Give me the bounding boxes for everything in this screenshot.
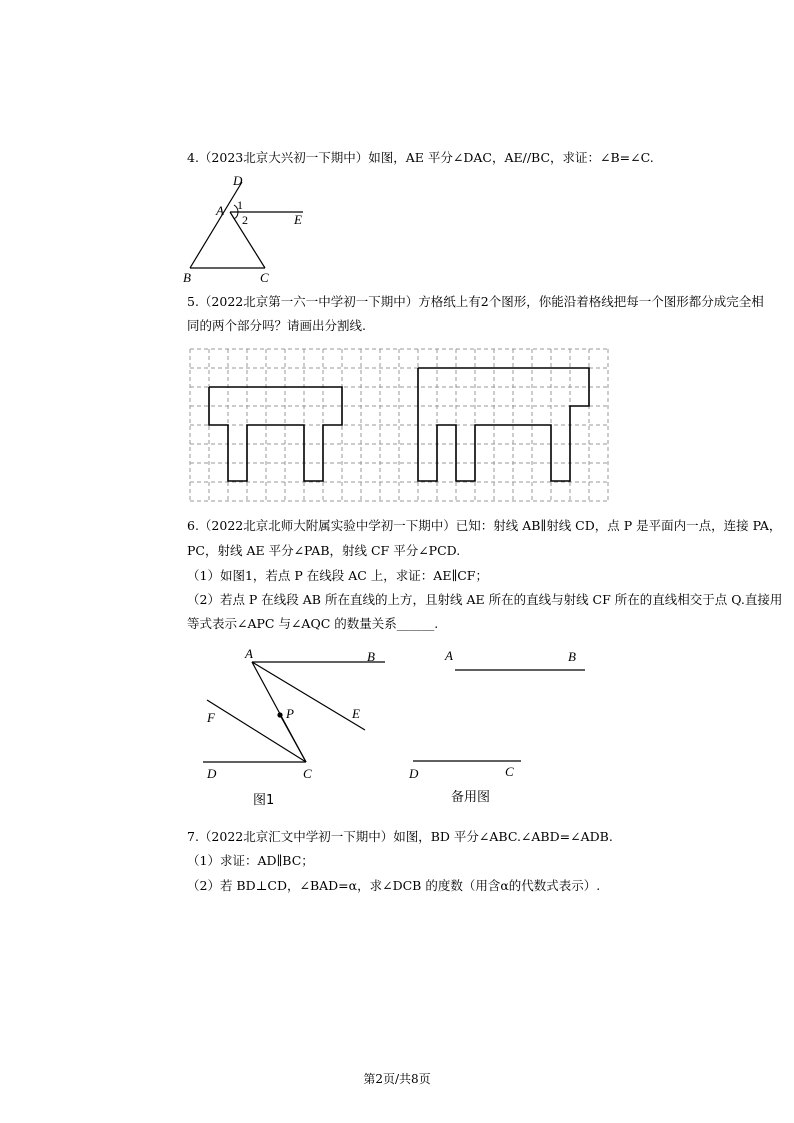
- label-C: C: [260, 270, 269, 285]
- label-F: F: [207, 710, 215, 725]
- q6-part1: （1）如图1，若点 P 在线段 AC 上，求证：AE∥CF；: [187, 568, 488, 583]
- q5-line1: 5.（2022北京第一六一中学初一下期中）方格纸上有2个图形，你能沿着格线把每一个图形都分成完全相: [187, 294, 764, 309]
- label-B: B: [367, 649, 375, 664]
- label-E: E: [352, 706, 360, 721]
- label-B: B: [183, 270, 191, 285]
- label-P: P: [286, 706, 294, 721]
- q5-grid-figure: [190, 349, 608, 501]
- q4-title: 4.（2023北京大兴初一下期中）如图，AE 平分∠DAC，AE//BC，求证：∠B=∠C.: [187, 150, 654, 165]
- segment-DB: [190, 182, 242, 268]
- label-D: D: [233, 173, 243, 188]
- label-C: C: [303, 766, 312, 781]
- caption-spare: 备用图: [451, 790, 491, 805]
- label-1: 1: [237, 198, 243, 212]
- label-A: A: [445, 648, 453, 663]
- segment-PC: [280, 715, 306, 762]
- q6-figure-1: [195, 642, 395, 812]
- label-E: E: [294, 212, 302, 227]
- q5-line2: 同的两个部分吗？请画出分割线.: [187, 318, 366, 333]
- q7-part1: （1）求证：AD∥BC；: [187, 853, 314, 868]
- label-D: D: [207, 766, 217, 781]
- page-footer: 第2页/共8页: [363, 1072, 431, 1086]
- label-D: D: [409, 766, 419, 781]
- label-2: 2: [242, 213, 248, 227]
- caption-fig1: 图1: [253, 793, 275, 808]
- q4-figure: [180, 172, 320, 287]
- label-C: C: [505, 764, 514, 779]
- segment-AE: [252, 662, 365, 730]
- label-B: B: [568, 649, 576, 664]
- q6-line2: PC，射线 AE 平分∠PAB，射线 CF 平分∠PCD.: [187, 543, 461, 558]
- label-A: A: [245, 646, 253, 661]
- angle-arc-2: [234, 212, 238, 219]
- q6-part2b: 等式表示∠APC 与∠AQC 的数量关系______.: [187, 616, 439, 631]
- q6-part2a: （2）若点 P 在线段 AB 所在直线的上方，且射线 AE 所在的直线与射线 CF 所在的直线相交于点 Q.直接用: [187, 592, 783, 607]
- label-A: A: [216, 203, 224, 218]
- q6-figure-spare: [405, 642, 595, 812]
- q7-title: 7.（2022北京汇文中学初一下期中）如图，BD 平分∠ABC.∠ABD=∠ADB.: [187, 829, 613, 844]
- q7-part2: （2）若 BD⊥CD，∠BAD=α，求∠DCB 的度数（用含α的代数式表示）.: [187, 878, 601, 893]
- q6-line1: 6.（2022北京北师大附属实验中学初一下期中）已知：射线 AB∥射线 CD，点 P 是平面内一点，连接 PA，: [187, 518, 782, 533]
- point-P: [277, 712, 282, 717]
- shape-left: [209, 387, 342, 481]
